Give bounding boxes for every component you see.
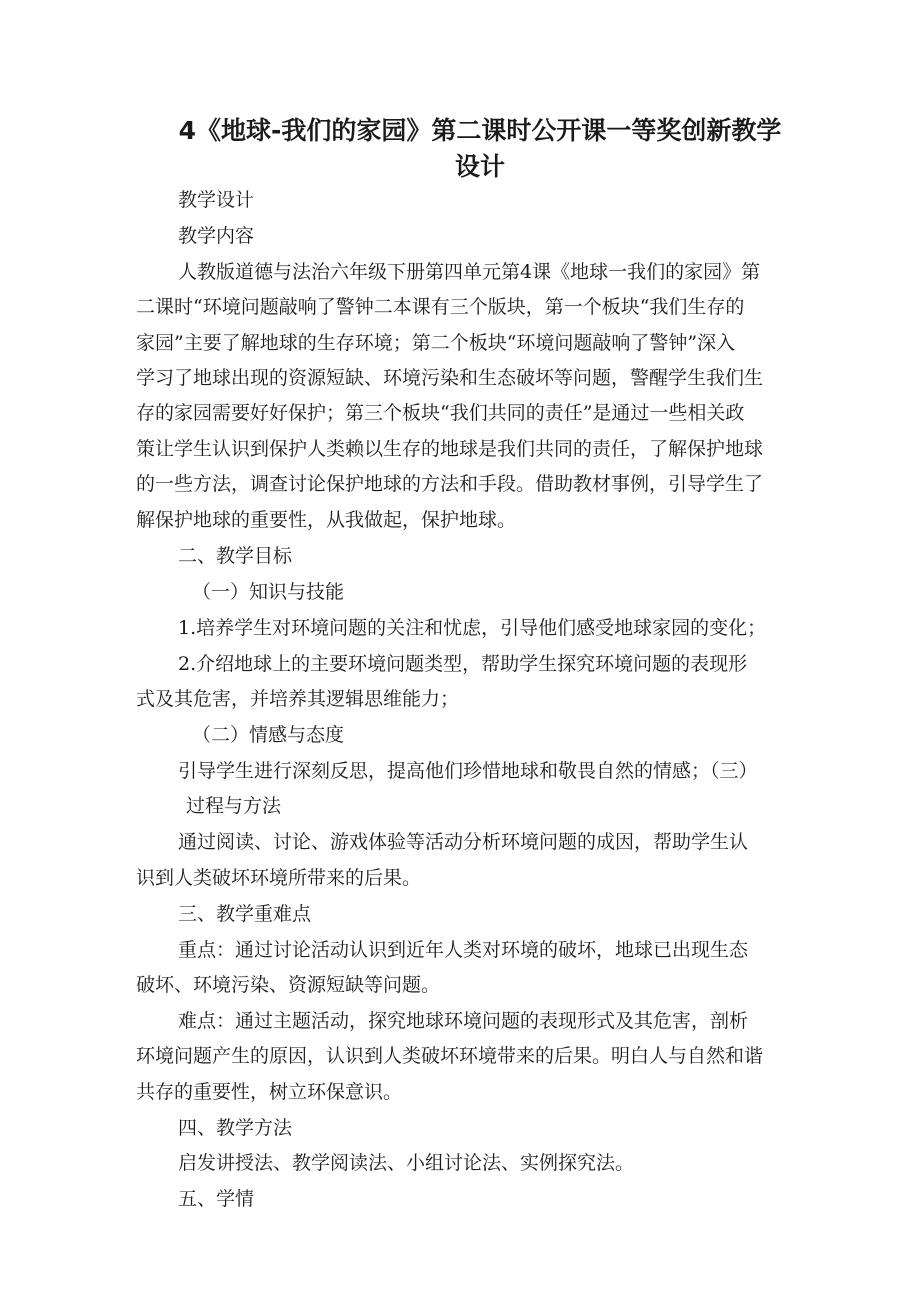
paragraph-line: 式及其危害，并培养其逻辑思维能力； bbox=[136, 688, 460, 710]
paragraph-line: 的一些方法，调查讨论保护地球的方法和手段。借助教材事例，引导学生了 bbox=[136, 473, 764, 495]
paragraph-line: 学习了地球出现的资源短缺、环境污染和生态破坏等问题，警醒学生我们生 bbox=[136, 367, 764, 389]
paragraph-line: 家园”主要了解地球的生存环境；第二个板块“环境问题敲响了警钟”深入 bbox=[136, 332, 736, 354]
paragraph-line: 重点：通过讨论活动认识到近年人类对环境的破坏，地球已出现生态 bbox=[178, 939, 749, 961]
paragraph-line: 2.介绍地球上的主要环境问题类型，帮助学生探究环境问题的表现形 bbox=[178, 653, 748, 675]
section-heading: 五、学情 bbox=[178, 1188, 255, 1210]
section-heading: 三、教学重难点 bbox=[178, 903, 312, 925]
paragraph-line: 存的家园需要好好保护；第三个板块“我们共同的责任”是通过一些相关政 bbox=[136, 402, 745, 424]
paragraph-line: 策让学生认识到保护人类赖以生存的地球是我们共同的责任，了解保护地球 bbox=[136, 438, 764, 460]
subsection-heading: （一）知识与技能 bbox=[192, 581, 345, 603]
document-title-line-1: 4《地球-我们的家园》第二课时公开课一等奖创新教学 bbox=[178, 116, 782, 145]
paragraph-line: 引导学生进行深刻反思，提高他们珍惜地球和敬畏自然的情感；（三） bbox=[178, 760, 758, 782]
paragraph-line: 解保护地球的重要性，从我做起，保护地球。 bbox=[136, 509, 517, 531]
section-heading: 二、教学目标 bbox=[178, 545, 293, 567]
paragraph-line: 共存的重要性，树立环保意识。 bbox=[136, 1081, 403, 1103]
paragraph-line: 通过阅读、讨论、游戏体验等活动分析环境问题的成因，帮助学生认 bbox=[178, 831, 749, 853]
paragraph-line: 难点：通过主题活动，探究地球环境问题的表现形式及其危害，剖析 bbox=[178, 1010, 749, 1032]
section-heading: 四、教学方法 bbox=[178, 1117, 293, 1139]
subsection-heading: （二）情感与态度 bbox=[192, 724, 345, 746]
section-label-content: 教学内容 bbox=[178, 225, 255, 247]
subsection-heading: 过程与方法 bbox=[186, 795, 282, 817]
paragraph-line: 识到人类破坏环境所带来的后果。 bbox=[136, 867, 422, 889]
paragraph-line: 环境问题产生的原因，认识到人类破坏环境带来的后果。明白人与自然和谐 bbox=[136, 1045, 764, 1067]
paragraph-line: 破坏、环境污染、资源短缺等问题。 bbox=[136, 974, 441, 996]
section-label-design: 教学设计 bbox=[178, 189, 255, 211]
paragraph-line: 人教版道德与法治六年级下册第四单元第4课《地球一我们的家园》第 bbox=[178, 261, 761, 283]
paragraph-line: 二课时“环境问题敲响了警钟二本课有三个版块，第一个板块“我们生存的 bbox=[136, 296, 745, 318]
paragraph-line: 启发讲授法、教学阅读法、小组讨论法、实例探究法。 bbox=[178, 1152, 635, 1174]
paragraph-line: 1.培养学生对环境问题的关注和忧虑，引导他们感受地球家园的变化； bbox=[178, 617, 767, 639]
document-title-line-2: 设计 bbox=[454, 152, 505, 181]
